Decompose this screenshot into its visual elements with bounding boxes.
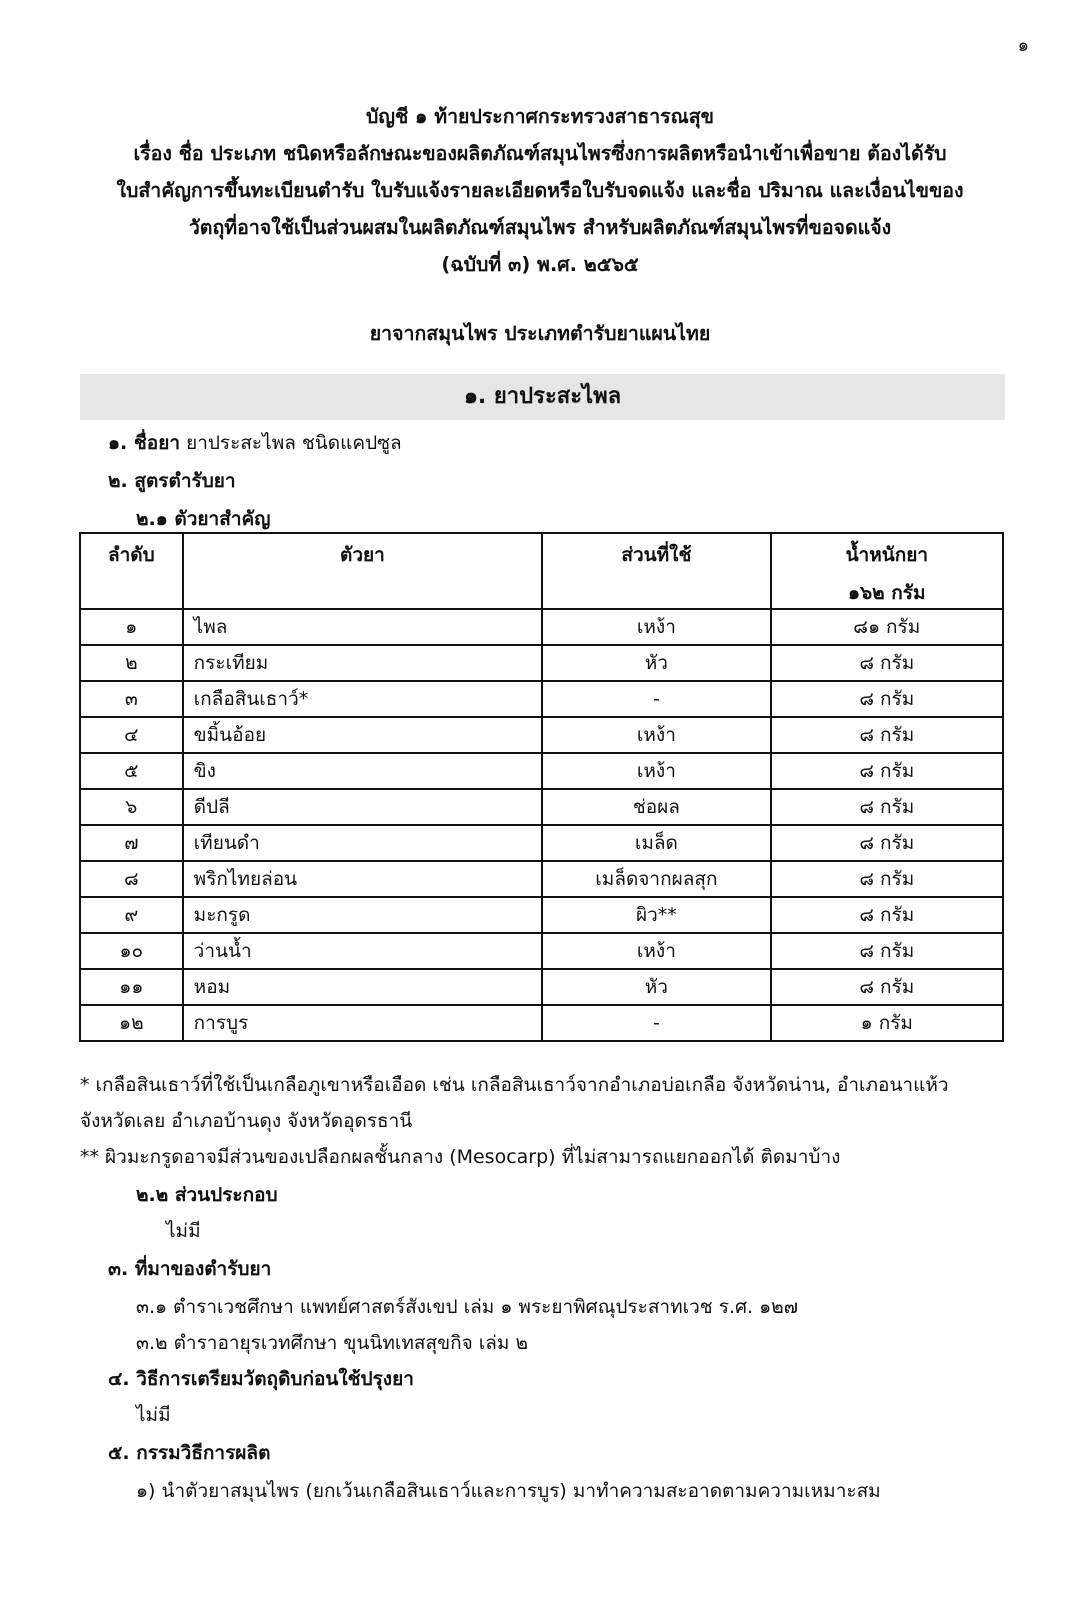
cell-name: พริกไทยล่อน	[183, 861, 543, 897]
footnote-salt-line2: จังหวัดเลย อำเภอบ้านดุง จังหวัดอุดรธานี	[80, 1110, 413, 1132]
header-ingredient: ตัวยา	[183, 533, 543, 609]
table-row	[80, 825, 1003, 861]
preparation-value: ไม่มี	[136, 1404, 171, 1426]
cell-weight: ๘ กรัม	[771, 681, 1003, 717]
cell-part: เหง้า	[542, 753, 770, 789]
header-part: ส่วนที่ใช้	[542, 533, 770, 609]
cell-name: กระเทียม	[183, 645, 543, 681]
cell-name: เทียนดำ	[183, 825, 543, 861]
table-row	[80, 933, 1003, 969]
title-line: (ฉบับที่ ๓) พ.ศ. ๒๕๖๕	[441, 253, 639, 276]
item-preparation-heading: ๔. วิธีการเตรียมวัตถุดิบก่อนใช้ปรุงยา	[108, 1368, 414, 1390]
cell-part: เหง้า	[542, 933, 770, 969]
cell-weight: ๘ กรัม	[771, 825, 1003, 861]
table-row	[80, 645, 1003, 681]
table-row	[80, 969, 1003, 1005]
cell-part: เมล็ดจากผลสุก	[542, 861, 770, 897]
components-value: ไม่มี	[166, 1220, 201, 1242]
title-line: เรื่อง ชื่อ ประเภท ชนิดหรือลักษณะของผลิตภัณฑ์สมุนไพรซึ่งการผลิตหรือนำเข้าเพื่อขาย ต้องได้รับ	[133, 142, 947, 165]
cell-part: ผิว**	[542, 897, 770, 933]
cell-no: ๖	[80, 789, 183, 825]
table-row	[80, 609, 1003, 645]
cell-no: ๒	[80, 645, 183, 681]
cell-no: ๘	[80, 861, 183, 897]
cell-no: ๓	[80, 681, 183, 717]
cell-weight: ๘ กรัม	[771, 861, 1003, 897]
item-drug-name	[108, 428, 402, 458]
cell-no: ๑๐	[80, 933, 183, 969]
cell-part: เหง้า	[542, 717, 770, 753]
cell-no: ๕	[80, 753, 183, 789]
footnote-salt-line1: * เกลือสินเธาว์ที่ใช้เป็นเกลือภูเขาหรือเอือด เช่น เกลือสินเธาว์จากอำเภอบ่อเกลือ จังหวัดน่าน, อำเภอนาแห้ว	[80, 1074, 949, 1096]
cell-weight: ๘ กรัม	[771, 645, 1003, 681]
header-order: ลำดับ	[80, 533, 183, 609]
cell-weight: ๘ กรัม	[771, 969, 1003, 1005]
header-weight	[771, 533, 1003, 609]
cell-weight: ๘ กรัม	[771, 717, 1003, 753]
cell-weight: ๘๑ กรัม	[771, 609, 1003, 645]
table-row	[80, 717, 1003, 753]
cell-weight: ๘ กรัม	[771, 789, 1003, 825]
cell-name: ขิง	[183, 753, 543, 789]
section-heading: ๑. ยาประสะไพล	[80, 374, 1005, 420]
header-weight-label: น้ำหนักยา	[845, 544, 929, 566]
cell-no: ๑๑	[80, 969, 183, 1005]
cell-name: ขมิ้นอ้อย	[183, 717, 543, 753]
item-value: ยาประสะไพล ชนิดแคปซูล	[186, 432, 402, 454]
ingredients-table	[79, 532, 1004, 1042]
cell-no: ๔	[80, 717, 183, 753]
title-line: บัญชี ๑ ท้ายประกาศกระทรวงสาธารณสุข	[366, 105, 714, 128]
cell-weight: ๘ กรัม	[771, 753, 1003, 789]
cell-name: ว่านน้ำ	[183, 933, 543, 969]
item-label: ๑. ชื่อยา	[108, 432, 181, 454]
source-ref: ๓.๒ ตำราอายุรเวทศึกษา ขุนนิทเทสสุขกิจ เล่ม ๒	[136, 1332, 528, 1354]
cell-part: -	[542, 681, 770, 717]
cell-part: เมล็ด	[542, 825, 770, 861]
cell-name: มะกรูด	[183, 897, 543, 933]
cell-part: ช่อผล	[542, 789, 770, 825]
sub-heading-main-ingredients: ๒.๑ ตัวยาสำคัญ	[136, 508, 271, 530]
cell-name: เกลือสินเธาว์*	[183, 681, 543, 717]
table-row	[80, 753, 1003, 789]
footnote-kaffir-lime: ** ผิวมะกรูดอาจมีส่วนของเปลือกผลชั้นกลาง (Mesocarp) ที่ไม่สามารถแยกออกได้ ติดมาบ้าง	[80, 1146, 841, 1168]
page-number: ๑	[1017, 35, 1029, 56]
item-source-heading: ๓. ที่มาของตำรับยา	[108, 1258, 272, 1280]
table-row	[80, 861, 1003, 897]
sub-heading-components: ๒.๒ ส่วนประกอบ	[136, 1184, 278, 1206]
cell-name: ไพล	[183, 609, 543, 645]
cell-weight: ๘ กรัม	[771, 933, 1003, 969]
item-formula-heading: ๒. สูตรตำรับยา	[108, 470, 236, 492]
production-step: ๑) นำตัวยาสมุนไพร (ยกเว้นเกลือสินเธาว์และการบูร) มาทำความสะอาดตามความเหมาะสม	[136, 1480, 881, 1502]
cell-part: เหง้า	[542, 609, 770, 645]
header-weight-total: ๑๖๒ กรัม	[848, 582, 926, 604]
table-row	[80, 681, 1003, 717]
cell-name: ดีปลี	[183, 789, 543, 825]
cell-part: หัว	[542, 645, 770, 681]
document-title	[60, 98, 1020, 283]
document-subtitle: ยาจากสมุนไพร ประเภทตำรับยาแผนไทย	[369, 322, 711, 345]
cell-no: ๙	[80, 897, 183, 933]
table-header-row	[80, 533, 1003, 609]
cell-part: -	[542, 1005, 770, 1041]
cell-part: หัว	[542, 969, 770, 1005]
cell-no: ๑๒	[80, 1005, 183, 1041]
table-row	[80, 1005, 1003, 1041]
cell-name: การบูร	[183, 1005, 543, 1041]
source-ref: ๓.๑ ตำราเวชศึกษา แพทย์ศาสตร์สังเขป เล่ม ๑ พระยาพิศณุประสาทเวช ร.ศ. ๑๒๗	[136, 1296, 798, 1318]
item-production-heading: ๕. กรรมวิธีการผลิต	[108, 1442, 271, 1464]
table-row	[80, 789, 1003, 825]
cell-weight: ๑ กรัม	[771, 1005, 1003, 1041]
cell-no: ๑	[80, 609, 183, 645]
title-line: ใบสำคัญการขึ้นทะเบียนตำรับ ใบรับแจ้งรายละเอียดหรือใบรับจดแจ้ง และชื่อ ปริมาณ และเงื่อนไขของ	[116, 179, 964, 202]
title-line: วัตถุที่อาจใช้เป็นส่วนผสมในผลิตภัณฑ์สมุนไพร สำหรับผลิตภัณฑ์สมุนไพรที่ขอจดแจ้ง	[188, 216, 892, 239]
cell-no: ๗	[80, 825, 183, 861]
table-row	[80, 897, 1003, 933]
cell-weight: ๘ กรัม	[771, 897, 1003, 933]
cell-name: หอม	[183, 969, 543, 1005]
